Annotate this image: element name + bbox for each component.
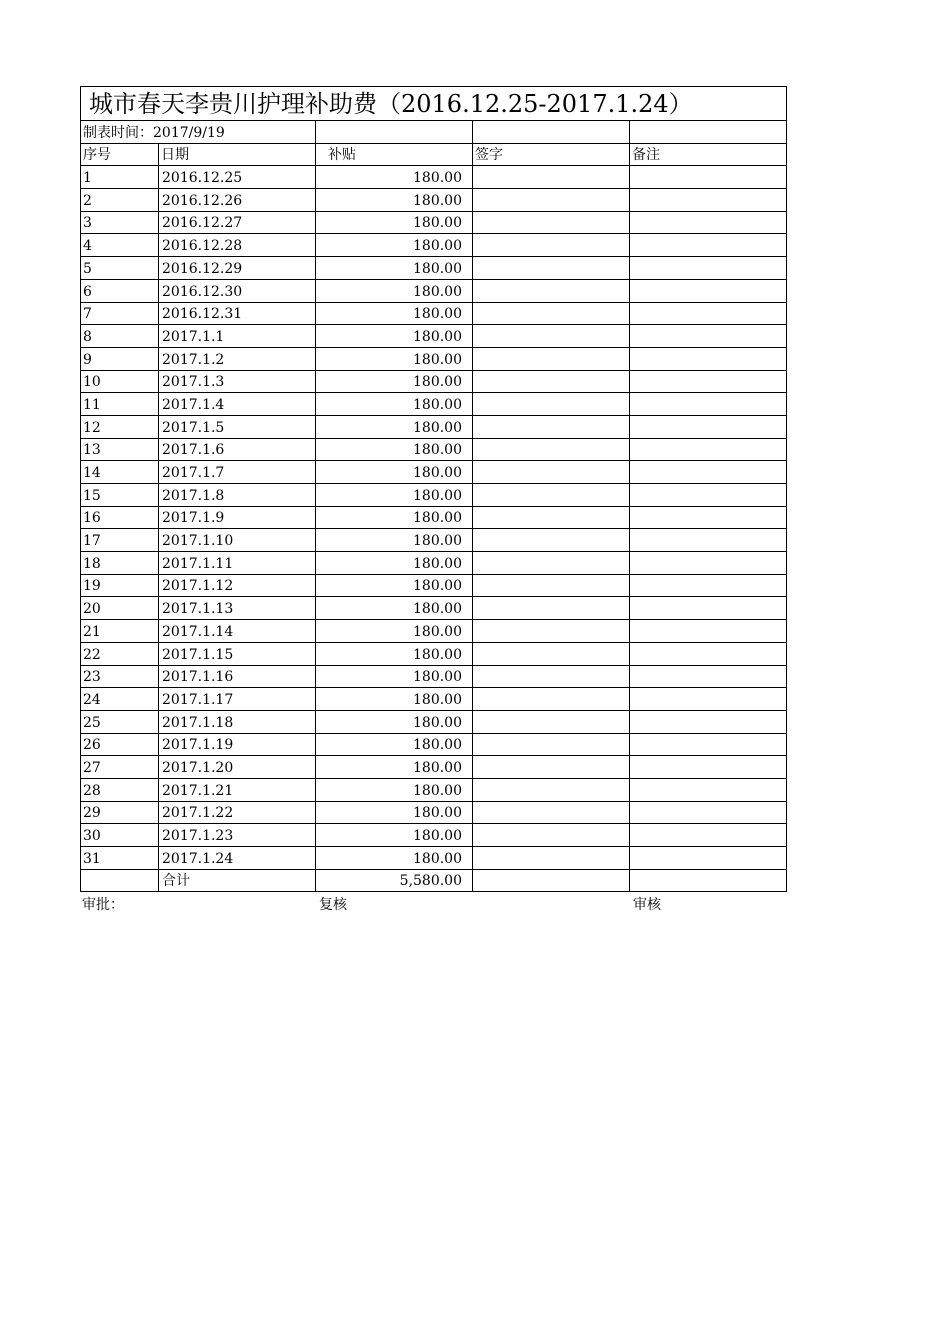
row-amount: 180.00 [316, 574, 473, 597]
signature-cell [473, 415, 630, 438]
table-row [81, 257, 787, 280]
row-amount: 180.00 [316, 189, 473, 212]
table-row [81, 756, 787, 779]
remark-cell [630, 325, 787, 348]
row-amount: 180.00 [316, 847, 473, 870]
table-row [81, 620, 787, 643]
row-date: 2016.12.28 [159, 234, 316, 257]
remark-cell [630, 211, 787, 234]
header-allowance: 补贴 [316, 143, 473, 166]
row-number: 31 [81, 847, 159, 870]
row-date: 2016.12.29 [159, 257, 316, 280]
signature-cell [473, 620, 630, 643]
table-row [81, 574, 787, 597]
table-row [81, 438, 787, 461]
row-amount: 180.00 [316, 801, 473, 824]
row-number: 28 [81, 778, 159, 801]
row-number: 17 [81, 529, 159, 552]
table-row [81, 461, 787, 484]
row-date: 2017.1.21 [159, 778, 316, 801]
row-amount: 180.00 [316, 665, 473, 688]
row-number: 30 [81, 824, 159, 847]
row-number: 3 [81, 211, 159, 234]
row-date: 2016.12.31 [159, 302, 316, 325]
signature-cell [473, 869, 630, 892]
empty-cell [81, 869, 159, 892]
signature-cell [473, 574, 630, 597]
row-amount: 180.00 [316, 620, 473, 643]
remark-cell [630, 506, 787, 529]
empty-cell [473, 121, 630, 144]
table-row [81, 189, 787, 212]
row-amount: 180.00 [316, 302, 473, 325]
table-row [81, 393, 787, 416]
row-number: 16 [81, 506, 159, 529]
row-number: 25 [81, 710, 159, 733]
row-date: 2017.1.7 [159, 461, 316, 484]
row-number: 11 [81, 393, 159, 416]
row-number: 10 [81, 370, 159, 393]
table-row [81, 279, 787, 302]
row-amount: 180.00 [316, 347, 473, 370]
row-number: 1 [81, 166, 159, 189]
title-row [81, 87, 787, 121]
row-number: 24 [81, 688, 159, 711]
header-row [81, 143, 787, 166]
recheck-label: 复核 [319, 897, 347, 913]
table-row [81, 597, 787, 620]
row-date: 2016.12.30 [159, 279, 316, 302]
row-date: 2017.1.8 [159, 484, 316, 507]
row-number: 21 [81, 620, 159, 643]
table-row [81, 847, 787, 870]
signature-cell [473, 484, 630, 507]
row-number: 26 [81, 733, 159, 756]
row-date: 2017.1.4 [159, 393, 316, 416]
table-row [81, 529, 787, 552]
signature-cell [473, 597, 630, 620]
row-date: 2016.12.25 [159, 166, 316, 189]
row-number: 20 [81, 597, 159, 620]
row-amount: 180.00 [316, 506, 473, 529]
row-number: 27 [81, 756, 159, 779]
table-row [81, 302, 787, 325]
row-amount: 180.00 [316, 257, 473, 280]
row-number: 12 [81, 415, 159, 438]
signature-cell [473, 529, 630, 552]
row-amount: 180.00 [316, 733, 473, 756]
remark-cell [630, 574, 787, 597]
table-body [81, 87, 787, 892]
row-amount: 180.00 [316, 778, 473, 801]
row-number: 15 [81, 484, 159, 507]
signature-cell [473, 325, 630, 348]
row-number: 2 [81, 189, 159, 212]
table-row [81, 801, 787, 824]
remark-cell [630, 847, 787, 870]
signature-cell [473, 824, 630, 847]
total-row [81, 869, 787, 892]
table-row [81, 642, 787, 665]
remark-cell [630, 415, 787, 438]
signature-cell [473, 370, 630, 393]
table-row [81, 211, 787, 234]
signature-cell [473, 847, 630, 870]
allowance-table [80, 86, 787, 892]
remark-cell [630, 393, 787, 416]
signature-cell [473, 234, 630, 257]
header-signature: 签字 [473, 143, 630, 166]
signature-cell [473, 189, 630, 212]
row-date: 2017.1.24 [159, 847, 316, 870]
signature-cell [473, 778, 630, 801]
row-date: 2017.1.13 [159, 597, 316, 620]
signature-cell [473, 642, 630, 665]
row-number: 13 [81, 438, 159, 461]
remark-cell [630, 801, 787, 824]
row-number: 14 [81, 461, 159, 484]
remark-cell [630, 166, 787, 189]
row-date: 2017.1.19 [159, 733, 316, 756]
row-amount: 180.00 [316, 484, 473, 507]
signature-cell [473, 393, 630, 416]
header-remark: 备注 [630, 143, 787, 166]
row-date: 2017.1.11 [159, 552, 316, 575]
table-row [81, 415, 787, 438]
signature-cell [473, 710, 630, 733]
row-amount: 180.00 [316, 279, 473, 302]
remark-cell [630, 347, 787, 370]
row-date: 2017.1.14 [159, 620, 316, 643]
row-amount: 180.00 [316, 552, 473, 575]
row-date: 2016.12.27 [159, 211, 316, 234]
remark-cell [630, 665, 787, 688]
row-number: 19 [81, 574, 159, 597]
made-date-value: 2017/9/19 [153, 124, 225, 141]
row-date: 2017.1.2 [159, 347, 316, 370]
row-amount: 180.00 [316, 211, 473, 234]
row-amount: 180.00 [316, 824, 473, 847]
signature-cell [473, 257, 630, 280]
remark-cell [630, 688, 787, 711]
remark-cell [630, 461, 787, 484]
signature-cell [473, 756, 630, 779]
empty-cell [316, 121, 473, 144]
remark-cell [630, 620, 787, 643]
row-number: 29 [81, 801, 159, 824]
row-date: 2017.1.15 [159, 642, 316, 665]
row-amount: 180.00 [316, 325, 473, 348]
remark-cell [630, 778, 787, 801]
row-number: 9 [81, 347, 159, 370]
row-date: 2016.12.26 [159, 189, 316, 212]
row-date: 2017.1.10 [159, 529, 316, 552]
row-number: 22 [81, 642, 159, 665]
row-number: 7 [81, 302, 159, 325]
signature-cell [473, 302, 630, 325]
signature-cell [473, 733, 630, 756]
remark-cell [630, 234, 787, 257]
header-no: 序号 [81, 143, 159, 166]
remark-cell [630, 710, 787, 733]
signature-cell [473, 506, 630, 529]
row-amount: 180.00 [316, 688, 473, 711]
row-amount: 180.00 [316, 461, 473, 484]
remark-cell [630, 279, 787, 302]
row-number: 18 [81, 552, 159, 575]
row-number: 4 [81, 234, 159, 257]
row-number: 5 [81, 257, 159, 280]
remark-cell [630, 438, 787, 461]
remark-cell [630, 302, 787, 325]
row-amount: 180.00 [316, 529, 473, 552]
signature-cell [473, 801, 630, 824]
row-date: 2017.1.6 [159, 438, 316, 461]
table-row [81, 484, 787, 507]
remark-cell [630, 597, 787, 620]
table-row [81, 506, 787, 529]
row-amount: 180.00 [316, 166, 473, 189]
signature-cell [473, 166, 630, 189]
made-date-cell [81, 121, 316, 144]
row-date: 2017.1.5 [159, 415, 316, 438]
audit-label: 审核 [633, 897, 661, 913]
table-row [81, 325, 787, 348]
row-date: 2017.1.1 [159, 325, 316, 348]
meta-row [81, 121, 787, 144]
table-row [81, 688, 787, 711]
table-row [81, 552, 787, 575]
remark-cell [630, 869, 787, 892]
approve-label: 审批： [82, 897, 124, 913]
table-row [81, 710, 787, 733]
row-amount: 180.00 [316, 756, 473, 779]
total-amount: 5,580.00 [316, 869, 473, 892]
remark-cell [630, 189, 787, 212]
row-number: 8 [81, 325, 159, 348]
remark-cell [630, 529, 787, 552]
remark-cell [630, 370, 787, 393]
total-label: 合计 [159, 869, 316, 892]
row-amount: 180.00 [316, 393, 473, 416]
remark-cell [630, 733, 787, 756]
row-amount: 180.00 [316, 642, 473, 665]
table-row [81, 733, 787, 756]
row-date: 2017.1.3 [159, 370, 316, 393]
remark-cell [630, 642, 787, 665]
signature-cell [473, 552, 630, 575]
table-row [81, 166, 787, 189]
table-row [81, 370, 787, 393]
row-number: 6 [81, 279, 159, 302]
row-amount: 180.00 [316, 597, 473, 620]
signature-cell [473, 211, 630, 234]
row-amount: 180.00 [316, 234, 473, 257]
row-amount: 180.00 [316, 710, 473, 733]
table-row [81, 347, 787, 370]
remark-cell [630, 756, 787, 779]
row-date: 2017.1.23 [159, 824, 316, 847]
remark-cell [630, 257, 787, 280]
row-date: 2017.1.18 [159, 710, 316, 733]
row-date: 2017.1.16 [159, 665, 316, 688]
signature-cell [473, 279, 630, 302]
signature-cell [473, 665, 630, 688]
remark-cell [630, 552, 787, 575]
row-date: 2017.1.22 [159, 801, 316, 824]
table-row [81, 665, 787, 688]
header-date: 日期 [159, 143, 316, 166]
row-date: 2017.1.12 [159, 574, 316, 597]
empty-cell [630, 121, 787, 144]
made-date-label: 制表时间： [83, 124, 153, 141]
table-row [81, 778, 787, 801]
signature-cell [473, 688, 630, 711]
row-date: 2017.1.20 [159, 756, 316, 779]
row-date: 2017.1.9 [159, 506, 316, 529]
signature-cell [473, 438, 630, 461]
table-row [81, 824, 787, 847]
row-amount: 180.00 [316, 370, 473, 393]
table-row [81, 234, 787, 257]
signature-cell [473, 347, 630, 370]
row-date: 2017.1.17 [159, 688, 316, 711]
row-amount: 180.00 [316, 415, 473, 438]
sheet-title: 城市春天李贵川护理补助费（2016.12.25-2017.1.24） [81, 87, 787, 121]
remark-cell [630, 484, 787, 507]
signature-cell [473, 461, 630, 484]
row-amount: 180.00 [316, 438, 473, 461]
remark-cell [630, 824, 787, 847]
row-number: 23 [81, 665, 159, 688]
